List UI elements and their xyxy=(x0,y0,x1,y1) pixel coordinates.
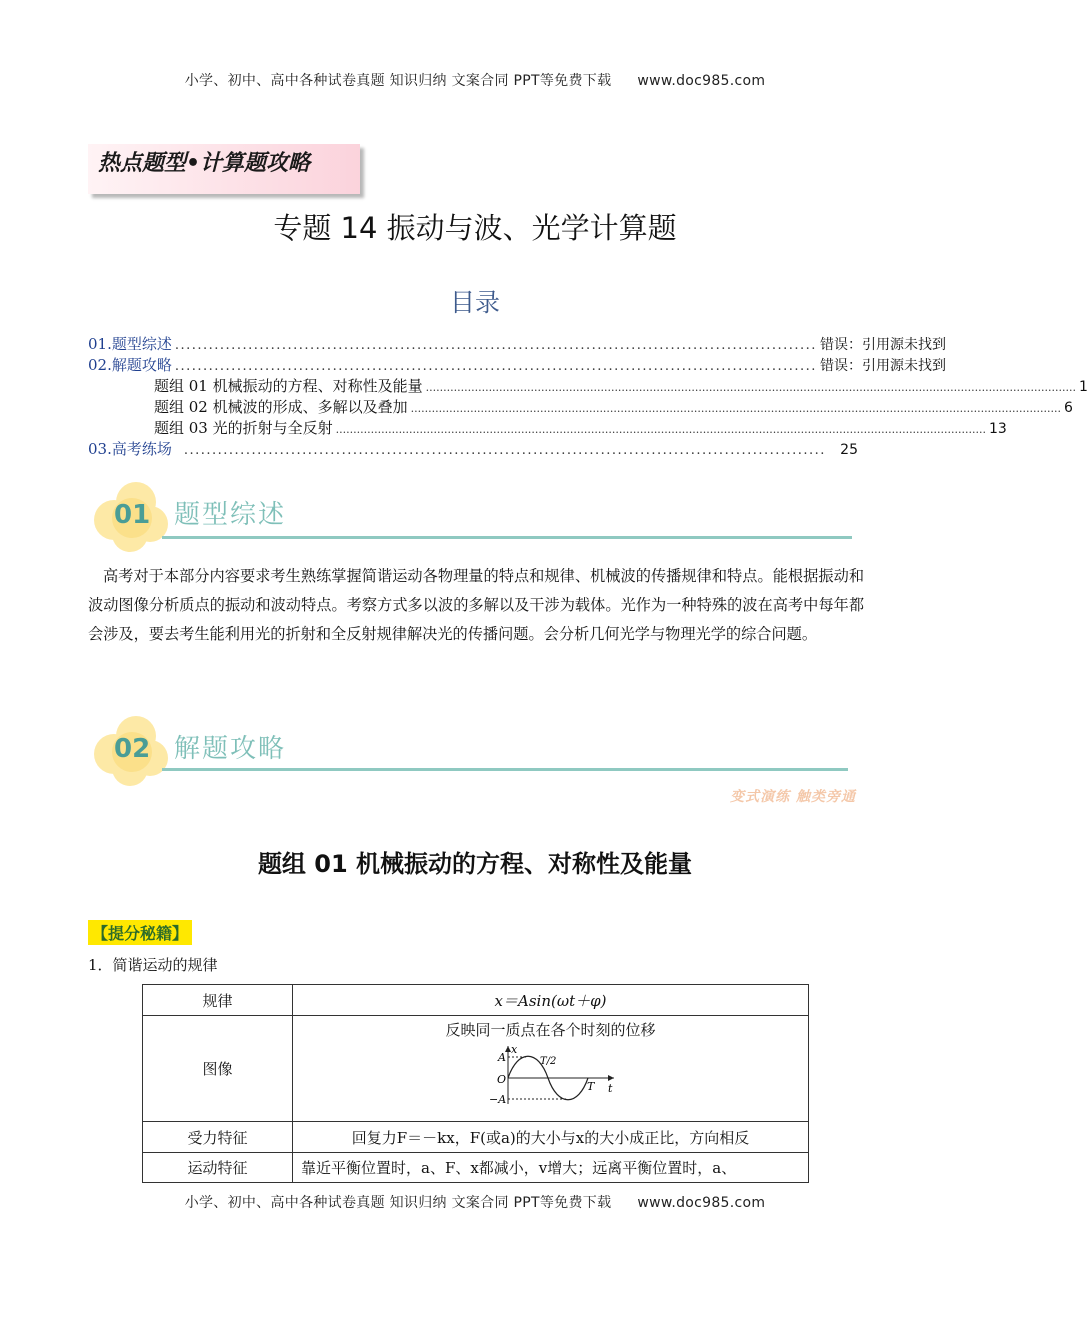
toc-leader: .......................................................................................................................................................................................... xyxy=(425,381,1076,394)
toc-title: 目录 xyxy=(449,288,500,317)
graph-label-a: A xyxy=(497,1051,506,1064)
sine-graph xyxy=(486,1044,636,1108)
graph-label-period: T xyxy=(586,1080,594,1093)
topic-banner: 热点题型•计算题攻略 xyxy=(88,144,360,194)
toc-leader: .......................................................................................................................................................................................... xyxy=(410,402,1061,415)
section-rule xyxy=(162,768,848,771)
header-text: 小学、初中、高中各种试卷真题 知识归纳 文案合同 PPT等免费下载 xyxy=(184,73,612,89)
graph-label-origin: O xyxy=(496,1073,506,1086)
toc-entry-label: 03.高考练场 xyxy=(88,440,172,458)
graph-label-neg-a: −A xyxy=(488,1093,506,1106)
toc-entry-page: 错误：引用源未找到 xyxy=(819,358,946,374)
table-key: 受力特征 xyxy=(143,1122,293,1153)
toc-entry-page: 1 xyxy=(1079,379,1088,395)
graph-label-x: x xyxy=(510,1043,517,1056)
toc-entry-label: 题组 02 机械波的形成、多解以及叠加 xyxy=(154,398,408,416)
document-title: 专题 14 振动与波、光学计算题 xyxy=(273,211,677,245)
toc-entry-strategy[interactable] xyxy=(88,354,946,374)
table-key: 运动特征 xyxy=(143,1153,293,1183)
toc-leader: .................................................................................................................. xyxy=(174,338,817,353)
graph-label-half-period: T/2 xyxy=(539,1056,556,1067)
section-slogan: 变式演练 触类旁通 xyxy=(730,789,856,805)
page-header xyxy=(0,70,950,90)
section-rule xyxy=(162,536,852,539)
table-row xyxy=(143,985,809,1016)
section-number: 01 xyxy=(114,500,151,530)
tip-tag: 【提分秘籍】 xyxy=(88,920,192,945)
toc-entry-label: 题组 03 光的折射与全反射 xyxy=(154,419,333,437)
page-footer xyxy=(0,1192,950,1212)
table-row xyxy=(143,1153,809,1183)
table-value: x＝Asin(ωt＋φ) xyxy=(293,985,809,1016)
section-number: 02 xyxy=(114,734,151,764)
footer-site[interactable]: www.doc985.com xyxy=(637,1195,766,1211)
table-key: 图像 xyxy=(143,1016,293,1122)
table-value: 回复力F＝－kx，F(或a)的大小与x的大小成正比，方向相反 xyxy=(293,1122,809,1153)
table-key: 规律 xyxy=(143,985,293,1016)
section-header-01 xyxy=(92,478,862,558)
table-row xyxy=(143,1016,809,1122)
subheading: 1．简谐运动的规律 xyxy=(88,956,218,974)
overview-paragraph: 高考对于本部分内容要求考生熟练掌握简谐运动各物理量的特点和规律、机械波的传播规律和特点。能根据振动和波动图像分析质点的振动和波动特点。考察方式多以波的多解以及干涉为载体。光作为一种特殊的波在高考中每年都会涉及，要去考生能利用光的折射和全反射规律解决光的传播问题。会分析几何光学与物理光学的综合问题。 xyxy=(88,567,864,643)
toc-entry-practice[interactable] xyxy=(88,438,858,458)
toc-leader: .................................................................................................................. xyxy=(183,443,826,458)
t-axis-arrow xyxy=(608,1075,614,1081)
toc-leader: .................................................................................................................. xyxy=(174,359,817,374)
toc-entry-group-03[interactable] xyxy=(154,417,1007,437)
toc-entry-label: 01.题型综述 xyxy=(88,335,172,353)
toc-entry-label: 02.解题攻略 xyxy=(88,356,172,374)
toc-entry-page: 13 xyxy=(989,421,1007,437)
toc-entry-overview[interactable] xyxy=(88,333,946,353)
toc-entry-page: 错误：引用源未找到 xyxy=(819,337,946,353)
section-label: 解题攻略 xyxy=(174,734,287,764)
header-site[interactable]: www.doc985.com xyxy=(637,73,766,89)
footer-text: 小学、初中、高中各种试卷真题 知识归纳 文案合同 PPT等免费下载 xyxy=(184,1195,612,1211)
graph-label-t: t xyxy=(607,1082,612,1095)
toc-leader: .......................................................................................................................................................................................... xyxy=(335,423,986,436)
section-header-02 xyxy=(92,712,862,792)
table-graph-cell xyxy=(293,1016,809,1122)
toc-entry-page: 25 xyxy=(840,442,858,458)
table-row xyxy=(143,1122,809,1153)
group-title: 题组 01 机械振动的方程、对称性及能量 xyxy=(257,850,693,878)
toc-entry-page: 6 xyxy=(1064,400,1073,416)
table-value: 靠近平衡位置时，a、F、x都减小，v增大；远离平衡位置时，a、 xyxy=(293,1153,809,1183)
toc-entry-group-01[interactable] xyxy=(154,375,1088,395)
shm-rules-table xyxy=(142,984,809,1183)
toc-entry-label: 题组 01 机械振动的方程、对称性及能量 xyxy=(154,377,423,395)
section-label: 题型综述 xyxy=(174,500,287,530)
toc-entry-group-02[interactable] xyxy=(154,396,1073,416)
table-value: 反映同一质点在各个时刻的位移 xyxy=(445,1021,656,1039)
